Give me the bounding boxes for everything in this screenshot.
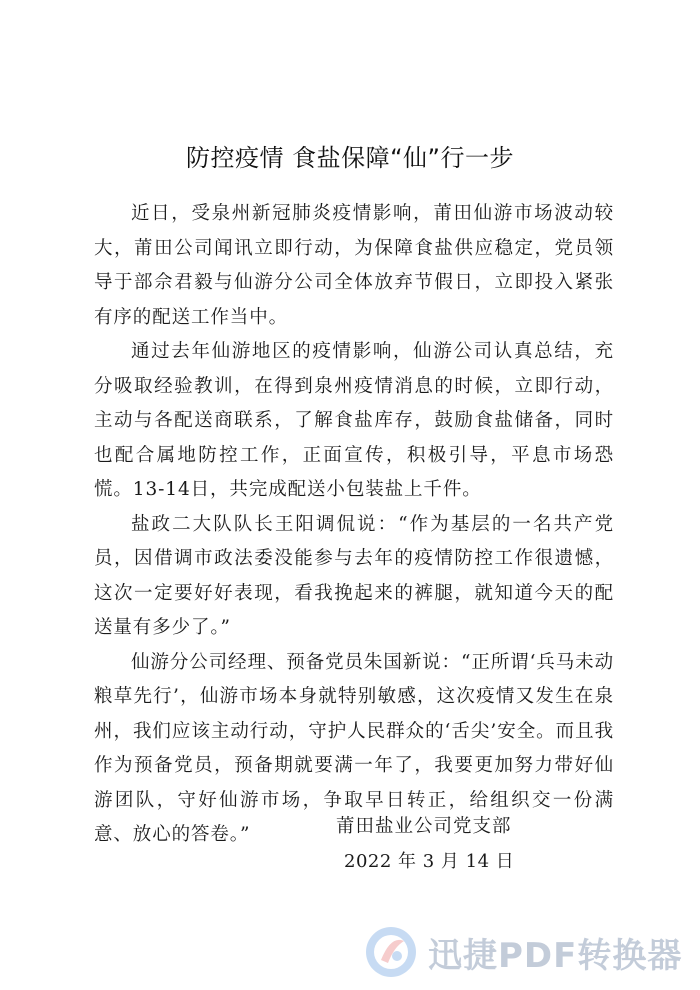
- document-body: [94, 197, 614, 853]
- watermark: [364, 922, 682, 982]
- paragraph-4: 仙游分公司经理、预备党员朱国新说：“正所谓‘兵马未动粮草先行’，仙游市场本身就特别敏感，这次疫情又发生在泉州，我们应该主动行动，守护人民群众的‘舌尖’安全。而且我作为预备党员，预备期就要满一年了，我要更加努力带好仙游团队，守好仙游市场，争取早日转正，给组织交一份满意、放心的答卷。”: [94, 651, 614, 845]
- signature: 莆田盐业公司党支部: [336, 816, 512, 837]
- document-date: 2022 年 3 月 14 日: [344, 851, 515, 872]
- paragraph-2: 通过去年仙游地区的疫情影响，仙游公司认真总结，充分吸取经验教训，在得到泉州疫情消息的时候，立即行动，主动与各配送商联系，了解食盐库存，鼓励食盐储备，同时也配合属地防控工作，正面宣传，积极引导，平息市场恐慌。13-14日，共完成配送小包装盐上千件。: [94, 341, 614, 500]
- watermark-text: 迅捷PDF转换器: [428, 935, 683, 976]
- paragraph-1: 近日，受泉州新冠肺炎疫情影响，莆田仙游市场波动较大，莆田公司闻讯立即行动，为保障食盐供应稳定，党员领导于部佘君毅与仙游分公司全体放弃节假日，立即投入紧张有序的配送工作当中。: [94, 203, 614, 328]
- pdf-converter-logo-icon: [364, 925, 418, 979]
- paragraph-3: 盐政二大队队长王阳调侃说：“作为基层的一名共产党员，因借调市政法委没能参与去年的疫情防控工作很遗憾，这次一定要好好表现，看我挽起来的裤腿，就知道今天的配送量有多少了。”: [94, 513, 614, 638]
- page-title: 防控疫情 食盐保障“仙”行一步: [186, 144, 514, 172]
